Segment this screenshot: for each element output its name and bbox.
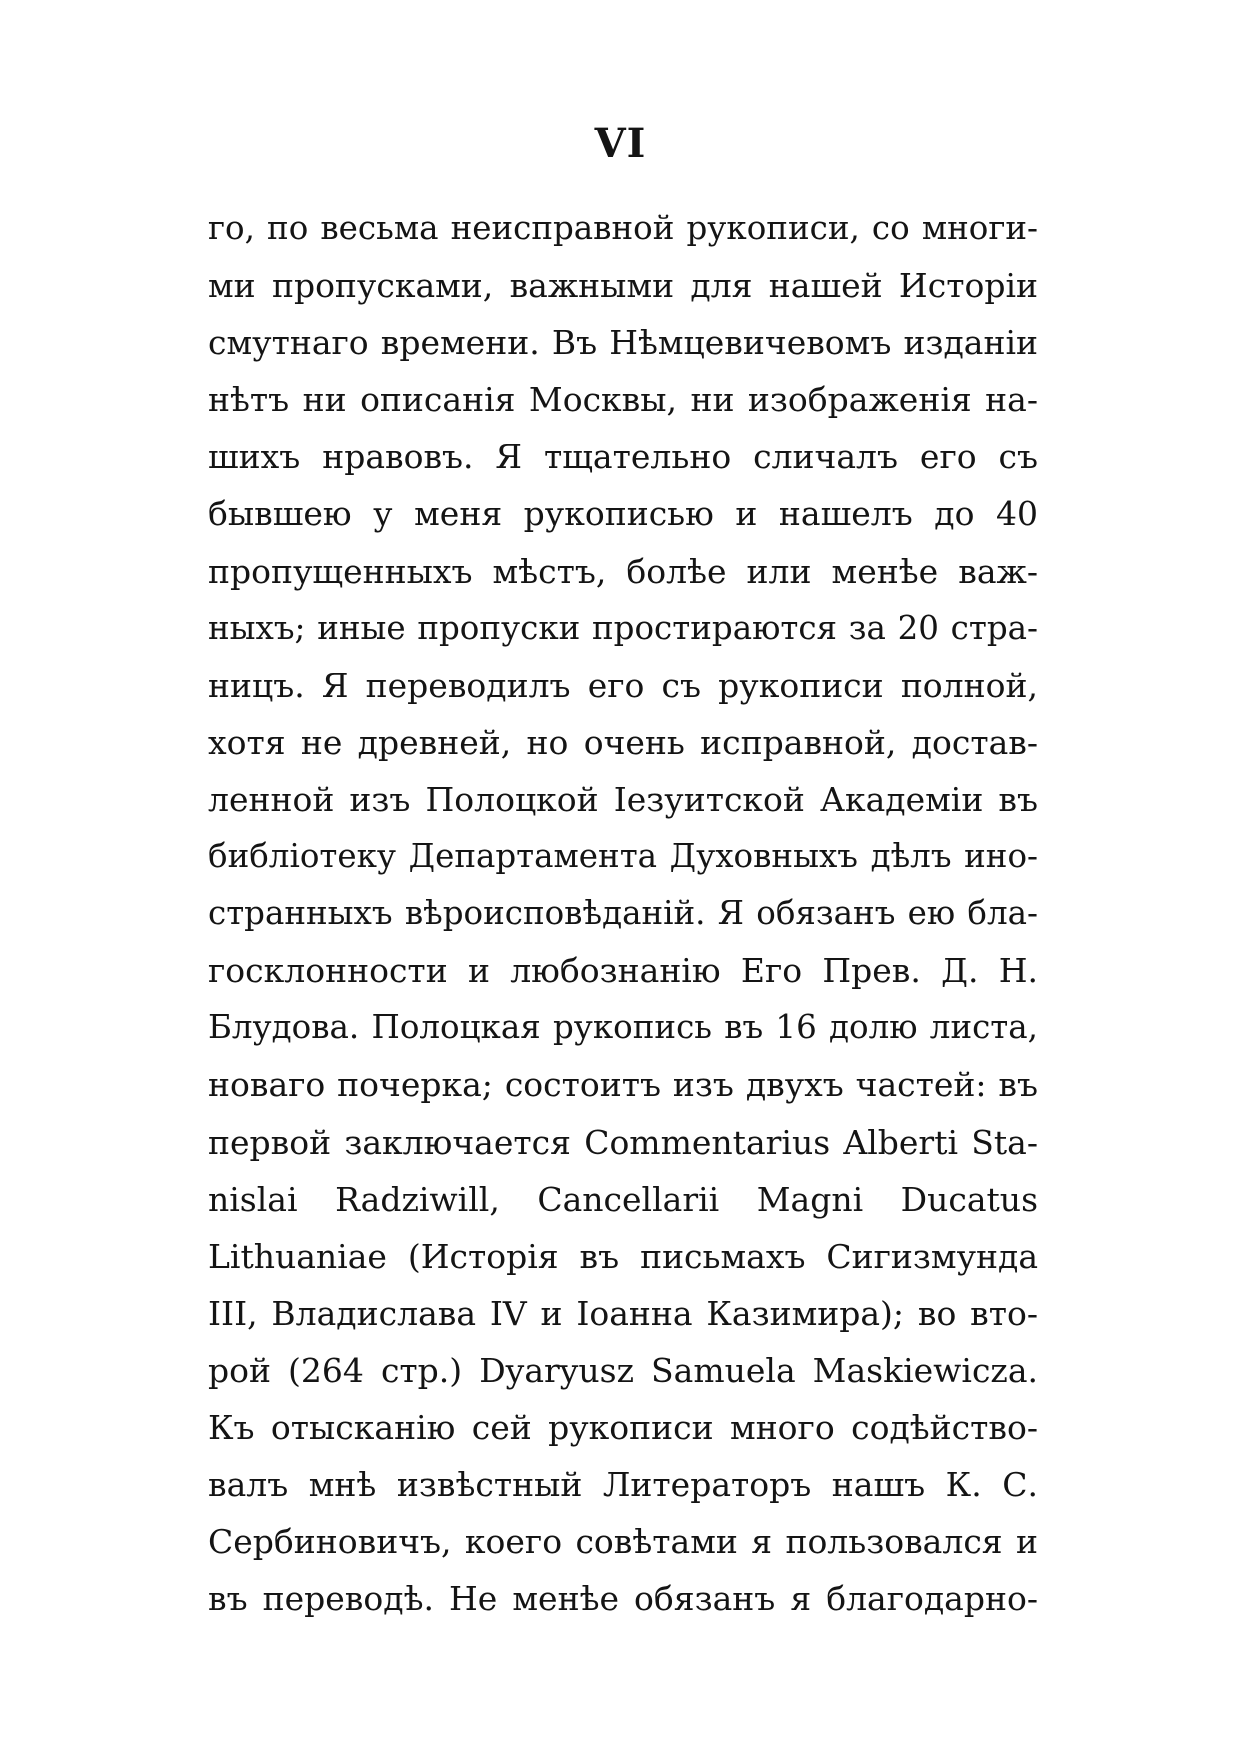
text-line: шихъ нравовъ. Я тщательно сличалъ его съ <box>208 437 1038 477</box>
text-line: ницъ. Я переводилъ его съ рукописи полной, <box>208 665 1038 705</box>
text-line: нѣтъ ни описанія Москвы, ни изображенія на- <box>208 380 1038 420</box>
text-line: го, по весьма неисправной рукописи, со многи- <box>208 209 1038 247</box>
text-line: валъ мнѣ извѣстный Литераторъ нашъ К. С. <box>208 1465 1038 1505</box>
text-line: III, Владислава IV и Іоанна Казимира); во вто- <box>208 1293 1038 1333</box>
text-line: смутнаго времени. Въ Нѣмцевичевомъ изданіи <box>208 323 1038 363</box>
text-line: хотя не древней, но очень исправной, достав- <box>208 722 1038 762</box>
page-number: VI <box>594 120 647 167</box>
text-line: ныхъ; иные пропуски простираются за 20 стра- <box>208 608 1038 647</box>
text-line: ми пропусками, важными для нашей Исторіи <box>208 266 1038 306</box>
text-line: новаго почерка; состоитъ изъ двухъ частей: въ <box>208 1065 1038 1105</box>
text-line: библіотеку Департамента Духовныхъ дѣлъ ино- <box>208 837 1038 876</box>
text-line: Къ отысканію сей рукописи много содѣйство- <box>208 1407 1038 1447</box>
text-line: бывшею у меня рукописью и нашелъ до 40 <box>208 494 1038 534</box>
text-line: Сербиновичъ, коего совѣтами я пользовался и <box>208 1522 1038 1562</box>
text-line: госклонности и любознанію Его Прев. Д. Н. <box>208 951 1038 991</box>
text-line: пропущенныхъ мѣстъ, болѣе или менѣе важ- <box>208 551 1038 591</box>
body-text <box>208 200 1038 1627</box>
text-line: ленной изъ Полоцкой Іезуитской Академіи въ <box>208 779 1038 819</box>
text-line: рой (264 стр.) Dyaryusz Samuela Maskiewicza. <box>208 1350 1038 1390</box>
text-line: странныхъ вѣроисповѣданій. Я обязанъ ею бла- <box>208 894 1038 933</box>
text-line: Lithuaniae (Исторія въ письмахъ Сигизмунда <box>208 1236 1038 1276</box>
text-line: въ переводѣ. Не менѣе обязанъ я благодарно- <box>208 1579 1038 1619</box>
text-line: Блудова. Полоцкая рукопись въ 16 долю листа, <box>208 1008 1038 1047</box>
text-line: первой заключается Commentarius Alberti Sta- <box>208 1122 1038 1162</box>
text-line: nislai Radziwill, Cancellarii Magni Ducatus <box>208 1179 1038 1219</box>
